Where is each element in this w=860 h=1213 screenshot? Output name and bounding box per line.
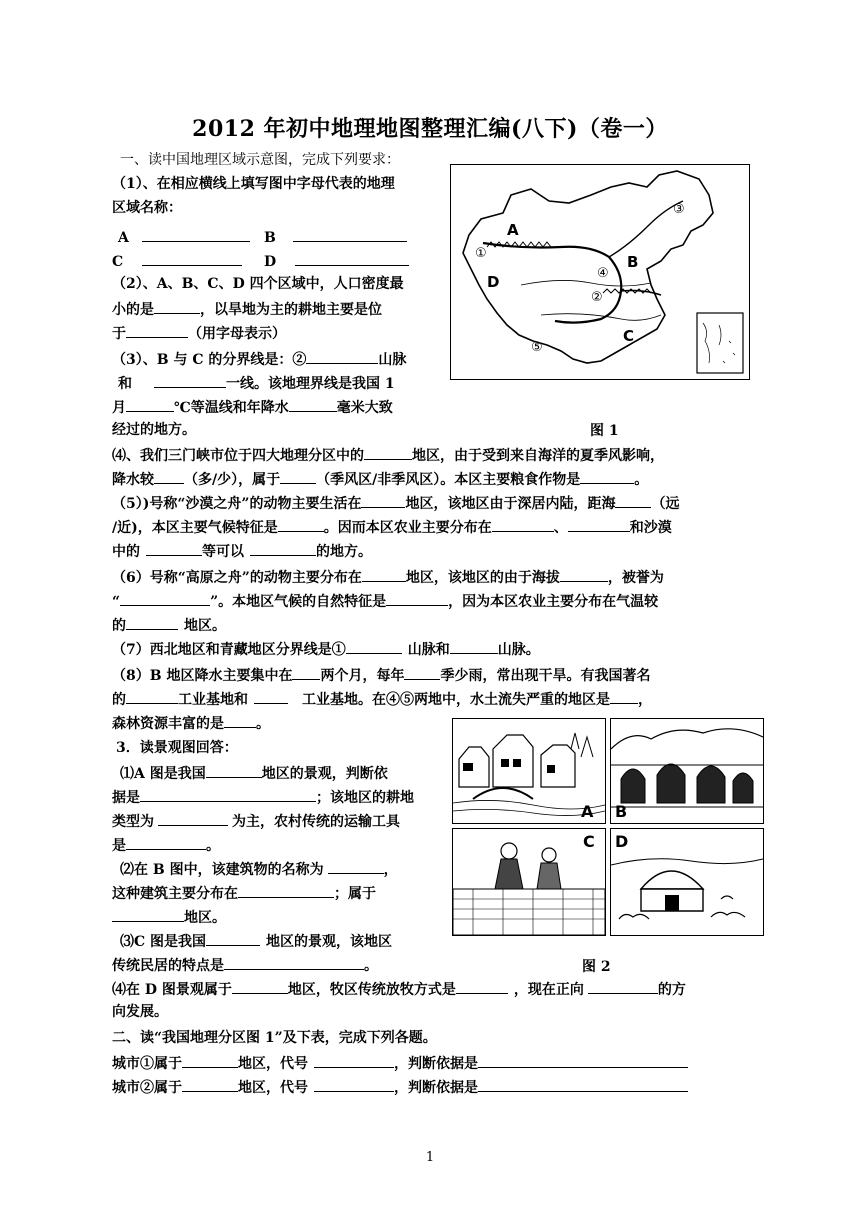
region-d-label: D <box>264 254 277 270</box>
china-outline <box>463 171 713 363</box>
region-boundary <box>483 243 621 323</box>
scene-d-label: D <box>615 832 629 851</box>
scene-d <box>610 828 764 936</box>
q6-line2: “ ”。本地区气候的自然特征是 ，因为本区农业主要分布在气温较 <box>112 590 658 612</box>
map-marker-2: ② <box>591 290 603 305</box>
q8-line1: （8）B 地区降水主要集中在 两个月，每年 季少雨，常出现干旱。有我国著名 <box>112 664 650 686</box>
q3-line3: 月 ℃等温线和年降水 毫米大致 <box>112 396 393 418</box>
region-a-row <box>118 226 250 248</box>
q4-blank-1[interactable] <box>364 444 412 460</box>
q3-blank-1[interactable] <box>306 348 378 364</box>
s3-p4-line2: 向发展。 <box>112 1004 168 1020</box>
map-marker-1: ① <box>475 246 487 261</box>
person-head <box>501 843 517 859</box>
s3-blank-3[interactable] <box>158 810 228 826</box>
city1-blank-3[interactable] <box>478 1052 688 1068</box>
q4-line2: 降水较 （多/少），属于 （季风区/非季风区）。本区主要粮食作物是 。 <box>112 468 648 490</box>
city2-blank-1[interactable] <box>182 1076 238 1092</box>
q4-blank-4[interactable] <box>580 468 634 484</box>
map-label-c: C <box>623 327 635 345</box>
q2-blank-1[interactable] <box>154 298 200 314</box>
q4-blank-3[interactable] <box>280 468 316 484</box>
region-b-blank[interactable] <box>293 226 407 242</box>
q8-blank-5[interactable] <box>610 688 638 704</box>
s3-blank-1[interactable] <box>206 762 262 778</box>
region-c-blank[interactable] <box>142 250 242 266</box>
scene-d-drawing <box>611 829 763 935</box>
s3-p1-line4: 是 。 <box>112 834 220 856</box>
q5-blank-3[interactable] <box>278 516 324 532</box>
city2-blank-2[interactable] <box>314 1076 394 1092</box>
q7-blank-1[interactable] <box>346 638 402 654</box>
s3-p1-line3: 类型为 为主，农村传统的运输工具 <box>112 810 400 832</box>
map-label-a: A <box>507 221 519 239</box>
river <box>521 280 651 286</box>
q5-line2: /近)，本区主要气候特征是 。因而本区农业主要分布在 、 和沙漠 <box>112 516 672 538</box>
s3-blank-7[interactable] <box>112 906 184 922</box>
figure2-landscapes <box>452 718 762 936</box>
china-region-map <box>451 165 749 379</box>
figure1-map <box>450 164 750 380</box>
q8-blank-1[interactable] <box>292 664 320 680</box>
s3-p1-line1: ⑴A 图是我国 地区的景观，判断依 <box>120 762 388 784</box>
page-number: 1 <box>425 1150 435 1165</box>
q8-blank-2[interactable] <box>404 664 440 680</box>
q3-line4: 经过的地方。 <box>112 422 196 438</box>
q5-line1: （5）)号称“沙漠之舟”的动物主要生活在 地区，该地区由于深居内陆，距海 （远 <box>112 492 679 514</box>
q1-line2: 区域名称： <box>112 200 182 216</box>
map-marker-5: ⑤ <box>531 340 543 355</box>
section2-intro: 二、读“我国地理分区图 1”及下表，完成下列各题。 <box>112 1030 437 1046</box>
person-head-2 <box>542 848 556 862</box>
scene-c-label: C <box>583 832 595 851</box>
q5-blank-2[interactable] <box>615 492 651 508</box>
region-c-row <box>112 250 242 272</box>
q5-blank-4[interactable] <box>492 516 554 532</box>
q2-blank-2[interactable] <box>126 322 188 338</box>
map-label-b: B <box>627 253 639 271</box>
q6-line1: （6）号称“高原之舟”的动物主要分布在 地区，该地区的由于海拔 ，被誉为 <box>112 566 664 588</box>
q3-line1: （3）、B 与 C 的分界线是：② 山脉 <box>112 348 406 370</box>
q6-blank-1[interactable] <box>362 566 406 582</box>
q8-line2: 的 工业基地和 工业基地。在④⑤两地中，水土流失严重的地区是 ， <box>112 688 652 710</box>
page-title: 2012 年初中地理地图整理汇编(八下)（卷一） <box>192 116 668 142</box>
section3-intro: 3．读景观图回答： <box>116 740 238 756</box>
city1-line: 城市①属于 地区，代号 ，判断依据是 <box>112 1052 688 1074</box>
inset-coast <box>703 323 735 363</box>
region-d-row <box>264 250 409 272</box>
person-body-2 <box>537 863 561 889</box>
s3-p2-line1: ⑵在 B 图中，该建筑物的名称为 ， <box>120 858 398 880</box>
scene-a <box>452 718 606 824</box>
q6-blank-4[interactable] <box>386 590 448 606</box>
s3-p2-line2: 这种建筑主要分布在 ；属于 <box>112 882 376 904</box>
map-marker-4: ④ <box>597 266 609 281</box>
s3-blank-5[interactable] <box>328 858 384 874</box>
scene-b-label: B <box>615 802 628 821</box>
scene-b <box>610 718 764 824</box>
scene-c <box>452 828 606 936</box>
q3-blank-2[interactable] <box>154 372 226 388</box>
s3-p3-line2: 传统民居的特点是 。 <box>112 954 378 976</box>
map-label-d: D <box>487 273 500 291</box>
q4-blank-2[interactable] <box>154 468 184 484</box>
q8-blank-6[interactable] <box>224 712 256 728</box>
region-d-blank[interactable] <box>295 250 409 266</box>
scene-c-drawing <box>453 829 605 935</box>
region-c-label: C <box>112 254 124 270</box>
section1-intro: 一、读中国地理区域示意图，完成下列要求： <box>120 152 400 168</box>
q5-line3: 中的 等可以 的地方。 <box>112 540 372 562</box>
q3-blank-3[interactable] <box>126 396 174 412</box>
s3-p2-line3: 地区。 <box>112 906 226 928</box>
q2-line1: （2）、A、B、C、D 四个区域中，人口密度最 <box>112 276 404 292</box>
yurt-door <box>665 895 679 911</box>
q8-blank-4[interactable] <box>254 688 288 704</box>
q7-blank-2[interactable] <box>450 638 498 654</box>
scene-a-label: A <box>581 802 594 821</box>
q3-blank-4[interactable] <box>289 396 337 412</box>
q7-line: （7）西北地区和青藏地区分界线是① 山脉和 山脉。 <box>112 638 540 660</box>
q6-blank-5[interactable] <box>126 614 178 630</box>
q8-line3: 森林资源丰富的是 。 <box>112 712 270 734</box>
s3-blank-9[interactable] <box>224 954 364 970</box>
s3-blank-8[interactable] <box>206 930 260 946</box>
q5-blank-6[interactable] <box>146 540 202 556</box>
map-marker-3: ③ <box>673 202 685 217</box>
q1-line1: （1）、在相应横线上填写图中字母代表的地理 <box>112 176 395 192</box>
s3-blank-12[interactable] <box>588 978 658 994</box>
region-a-label: A <box>118 230 129 246</box>
q6-blank-2[interactable] <box>560 566 608 582</box>
figure1-caption: 图 1 <box>590 423 619 439</box>
q2-line2: 小的是 ，以旱地为主的耕地主要是位 <box>112 298 382 320</box>
scene-a-drawing <box>453 719 605 823</box>
q5-blank-1[interactable] <box>361 492 405 508</box>
scene-b-drawing <box>611 719 763 823</box>
wall <box>453 889 605 935</box>
s3-blank-11[interactable] <box>456 978 508 994</box>
city1-blank-2[interactable] <box>314 1052 394 1068</box>
s3-p3-line1: ⑶C 图是我国 地区的景观，该地区 <box>120 930 392 952</box>
s3-p4-line1: ⑷在 D 图景观属于 地区，牧区传统放牧方式是 ，现在正向 的方 <box>112 978 686 1000</box>
city2-blank-3[interactable] <box>478 1076 688 1092</box>
q5-blank-7[interactable] <box>250 540 316 556</box>
q3-line2: 和 一线。该地理界线是我国 1 <box>118 372 395 394</box>
q4-line1: ⑷、我们三门峡市位于四大地理分区中的 地区，由于受到来自海洋的夏季风影响， <box>112 444 664 466</box>
city1-blank-1[interactable] <box>182 1052 238 1068</box>
q5-blank-5[interactable] <box>568 516 630 532</box>
figure2-caption: 图 2 <box>582 959 611 975</box>
kunlun-mountains <box>487 242 551 247</box>
s3-p1-line2: 据是 ；该地区的耕地 <box>112 786 414 808</box>
region-b-row <box>264 226 407 248</box>
s3-blank-4[interactable] <box>126 834 206 850</box>
region-a-blank[interactable] <box>142 226 250 242</box>
q8-blank-3[interactable] <box>126 688 178 704</box>
city2-line: 城市②属于 地区，代号 ，判断依据是 <box>112 1076 688 1098</box>
region-b-label: B <box>264 230 276 246</box>
q6-line3: 的 地区。 <box>112 614 226 636</box>
s3-blank-2[interactable] <box>140 786 316 802</box>
q2-line3: 于 （用字母表示） <box>112 322 286 344</box>
s3-blank-6[interactable] <box>238 882 334 898</box>
s3-blank-10[interactable] <box>232 978 288 994</box>
q6-blank-3[interactable] <box>120 590 210 606</box>
